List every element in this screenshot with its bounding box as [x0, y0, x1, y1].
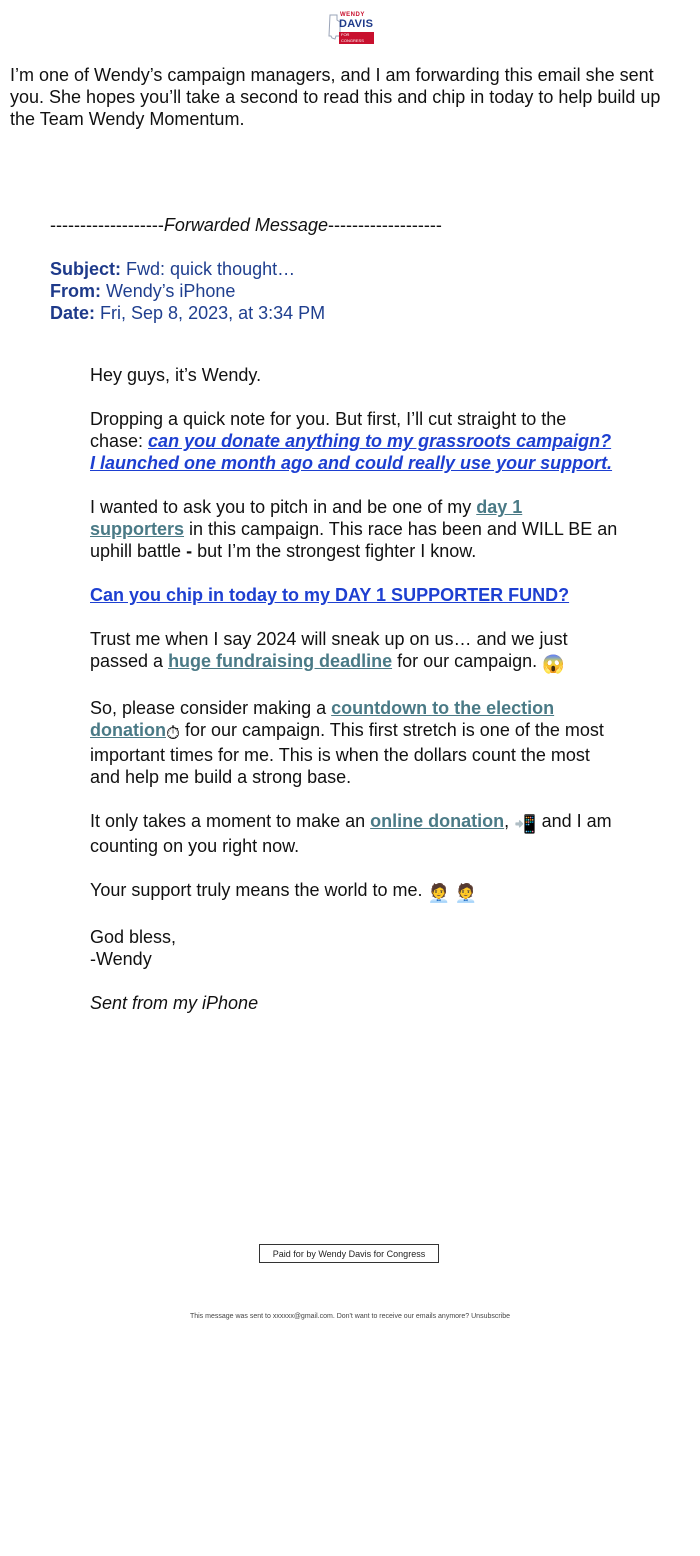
signoff-line-2: -Wendy — [90, 949, 152, 969]
intro-paragraph: I’m one of Wendy’s campaign managers, and I am forwarding this email she sent you. She hopes you’ll take a second to read this and chip in today to help build up the Team Wendy Momentum. — [10, 65, 661, 129]
from-value: Wendy’s iPhone — [106, 281, 236, 301]
office-worker-icon: 🧑‍💼 🧑‍💼 — [427, 883, 478, 903]
paragraph-pitch-in — [90, 496, 620, 562]
logo-text-top: WENDY — [340, 12, 365, 18]
mobile-phone-arrow-icon: 📲 — [514, 814, 537, 834]
subject-row — [50, 258, 325, 280]
countdown-donation-link[interactable]: countdown to the election donation — [90, 698, 555, 740]
greeting: Hey guys, it’s Wendy. — [90, 365, 262, 385]
footer-notice — [0, 1313, 700, 1320]
paid-for-disclaimer: Paid for by Wendy Davis for Congress — [259, 1244, 439, 1263]
donate-grassroots-link[interactable]: can you donate anything to my grassroots campaign? I launched one month ago and could really use your support. — [90, 431, 613, 473]
paragraph-pitch-in-text-b: in this campaign. This race has been and WILL BE an uphill battle — [90, 519, 618, 561]
paragraph-support — [90, 879, 620, 904]
paragraph-deadline-text-a: Trust me when I say 2024 will sneak up on us… and we just passed a — [90, 629, 568, 671]
logo-text-name: DAVIS — [339, 18, 374, 30]
day-1-supporters-link[interactable]: day 1 supporters — [90, 497, 523, 539]
paragraph-pitch-in-dash: - — [186, 541, 193, 561]
paragraph-online-text-a: It only takes a moment to make an — [90, 811, 371, 831]
subject-label: Subject: — [50, 259, 122, 279]
paragraph-support-text: Your support truly means the world to me. — [90, 880, 428, 900]
online-donation-link[interactable]: online donation — [370, 811, 505, 831]
screaming-face-icon: 😱 — [542, 654, 565, 674]
paragraph-countdown-text-b: for our campaign. This first stretch is one of the most important times for me. This is when the dollars count the most and help me build a strong base. — [90, 720, 604, 787]
paragraph-pitch-in-text-c: but I’m the strongest fighter I know. — [192, 541, 477, 561]
divider-dashes-right: ------------------- — [327, 215, 442, 235]
paragraph-online-donation — [90, 810, 620, 857]
date-value: Fri, Sep 8, 2023, at 3:34 PM — [100, 303, 326, 323]
paragraph-deadline — [90, 628, 620, 675]
subject-value: Fwd: quick thought… — [126, 259, 296, 279]
paragraph-online-text-c: and I am counting on you right now. — [90, 811, 612, 856]
footer-text: This message was sent to xxxxxx@gmail.com. Don't want to receive our emails anymore? — [189, 1313, 472, 1320]
paragraph-online-text-b: , — [504, 811, 515, 831]
paragraph-chase-text: Dropping a quick note for you. But first, I’ll cut straight to the chase: — [90, 409, 567, 451]
divider-dashes-left: ------------------- — [50, 215, 164, 235]
paragraph-deadline-text-b: for our campaign. — [392, 651, 543, 671]
paragraph-pitch-in-text-a: I wanted to ask you to pitch in and be one of my — [90, 497, 477, 517]
fundraising-deadline-link[interactable]: huge fundraising deadline — [168, 651, 393, 671]
cta-paragraph — [90, 584, 620, 606]
forward-headers — [50, 258, 325, 324]
from-label: From: — [50, 281, 101, 301]
forwarded-message-divider — [50, 214, 442, 236]
paragraph-chase — [90, 408, 620, 474]
campaign-logo — [328, 12, 374, 42]
date-row — [50, 302, 325, 324]
logo-text-tagline: FOR CONGRESS — [339, 32, 374, 44]
forwarded-message-label: Forwarded Message — [163, 215, 328, 235]
from-row — [50, 280, 325, 302]
supporter-fund-link[interactable]: Can you chip in today to my DAY 1 SUPPORTER FUND? — [90, 585, 570, 605]
paragraph-countdown — [90, 697, 620, 788]
unsubscribe-link[interactable]: Unsubscribe — [471, 1313, 511, 1320]
signoff-line-1: God bless, — [90, 927, 177, 947]
letter-body — [90, 364, 620, 1036]
date-label: Date: — [50, 303, 96, 323]
signoff — [90, 926, 620, 970]
paragraph-countdown-text-a: So, please consider making a — [90, 698, 332, 718]
sent-from-signature: Sent from my iPhone — [90, 993, 259, 1013]
stopwatch-icon: ⏱ — [165, 723, 181, 743]
